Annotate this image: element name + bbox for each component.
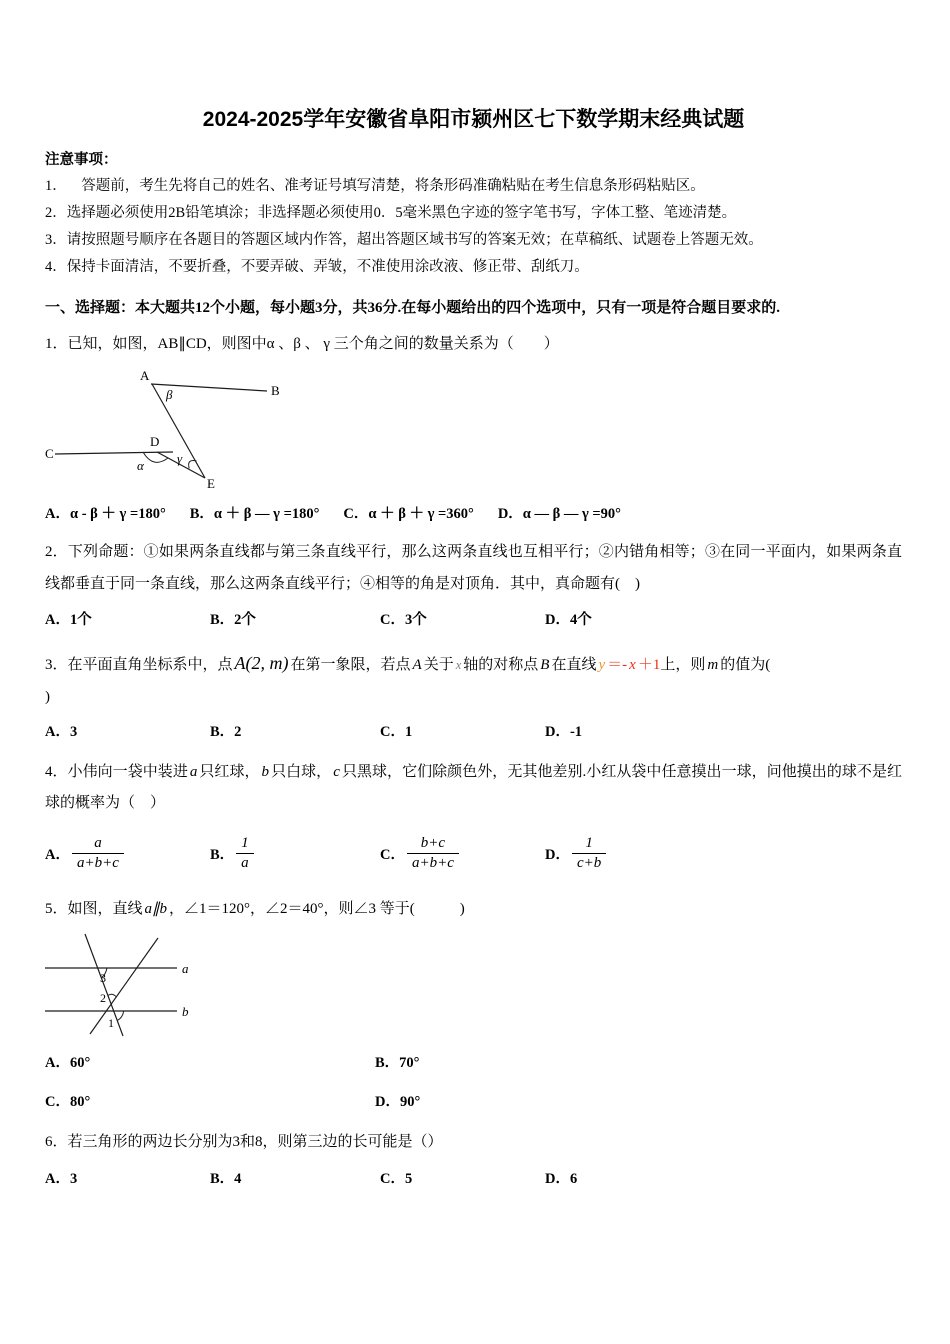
- fraction-numerator: 1: [585, 834, 593, 851]
- option-d: D．6: [545, 1170, 578, 1187]
- text-fragment: 3．在平面直角坐标系中，点: [45, 657, 233, 674]
- option-d: D．90°: [375, 1094, 421, 1111]
- option-b: B．α ＋ β — γ =180°: [189, 506, 320, 523]
- transversal-2: [90, 938, 158, 1034]
- figure-label-beta: β: [166, 387, 173, 403]
- question-5-options: [45, 1051, 902, 1111]
- note-item-2: 2．选择题必须使用2B铅笔填涂；非选择题必须使用0．5毫米黑色字迹的签字笔书写，字体工整、笔迹清楚。: [45, 204, 737, 221]
- question-4: [45, 757, 902, 874]
- notes-header: 注意事项：: [45, 152, 118, 168]
- option-a: A．60°: [45, 1055, 91, 1072]
- option-a: [45, 834, 210, 874]
- text-fragment: 在第一象限，若点: [290, 657, 411, 674]
- equation-tail: ＋1: [637, 657, 661, 674]
- equation-equals: ＝-: [607, 657, 628, 674]
- option-b: B．2个: [210, 612, 256, 629]
- fraction: [72, 834, 124, 874]
- option-c: C．α ＋ β ＋ γ =360°: [343, 506, 474, 523]
- question-3-text: [45, 645, 902, 683]
- option-a: A．1个: [45, 612, 92, 629]
- note-item-4: 4．保持卡面清洁，不要折叠，不要弄破、弄皱，不准使用涂改液、修正带、刮纸刀。: [45, 258, 589, 275]
- fraction-denominator: a+b+c: [72, 853, 124, 874]
- math-var-B: B: [540, 657, 550, 674]
- question-2-options: [45, 608, 902, 629]
- text-fragment: 4．小伟向一袋中装进: [45, 763, 188, 780]
- figure-label-angle3: 3: [100, 971, 106, 986]
- text-fragment: 轴的对称点: [463, 657, 539, 674]
- question-3-close-paren: ): [45, 689, 50, 706]
- angle-2-arc: [108, 994, 116, 996]
- figure-label-alpha: α: [137, 458, 144, 474]
- math-var-b: b: [261, 763, 270, 780]
- option-b: B．4: [210, 1170, 242, 1187]
- transversal-1: [85, 934, 123, 1036]
- figure-label-E: E: [207, 476, 215, 492]
- question-6: [45, 1127, 902, 1188]
- question-5-text: [45, 894, 902, 926]
- math-var-a: a: [189, 763, 198, 780]
- math-var-x: x: [455, 658, 462, 673]
- option-label: C．: [380, 847, 405, 864]
- option-label: A．: [45, 847, 70, 864]
- math-point-A: A(2, m): [234, 653, 289, 674]
- math-var-c: c: [333, 763, 340, 780]
- option-c: C．3个: [380, 612, 427, 629]
- text-fragment: 在直线: [551, 657, 597, 674]
- fraction: [572, 834, 606, 874]
- option-c: C．1: [380, 723, 413, 740]
- option-label: B．: [210, 847, 235, 864]
- question-1-text: 1．已知，如图，AB∥CD，则图中α 、β 、 γ 三个角之间的数量关系为（ ）: [45, 335, 559, 352]
- text-fragment: 关于: [423, 657, 454, 674]
- question-1-options: [45, 502, 902, 523]
- text-fragment: 只白球，: [271, 763, 332, 780]
- math-parallel-ab: a∥b: [144, 900, 168, 917]
- option-d: D．4个: [545, 612, 592, 629]
- figure-label-b: b: [182, 1004, 189, 1020]
- question-2: [45, 537, 902, 629]
- text-fragment: 只红球，: [199, 763, 260, 780]
- option-b: B．70°: [375, 1055, 420, 1072]
- fraction-denominator: a+b+c: [407, 853, 459, 874]
- fraction: [236, 834, 254, 874]
- figure-label-B: B: [271, 383, 280, 399]
- option-c: [380, 834, 545, 874]
- text-fragment: 只黑球，它们除颜色外，无其他差别.小红从袋中任意摸出一球，问他摸出的球不是红球的概率为（ ）: [45, 763, 902, 812]
- page-title: 2024-2025学年安徽省阜阳市颍州区七下数学期末经典试题: [202, 108, 745, 131]
- question-1-figure: [45, 366, 285, 494]
- option-a: A．α - β ＋ γ =180°: [45, 506, 166, 523]
- note-item-1: 1． 答题前，考生先将自己的姓名、准考证号填写清楚，将条形码准确粘贴在考生信息条形码粘贴区。: [45, 178, 705, 195]
- text-fragment: ，∠1＝120°，∠2＝40°，则∠3 等于( ): [169, 900, 465, 917]
- option-a: A．3: [45, 723, 78, 740]
- text-fragment: 的值为(: [720, 657, 771, 674]
- option-label: D．: [545, 847, 570, 864]
- option-d: D．α — β — γ =90°: [497, 506, 621, 523]
- option-b: B．2: [210, 723, 242, 740]
- figure-label-A: A: [140, 368, 150, 384]
- question-6-options: [45, 1167, 902, 1188]
- option-d: D．-1: [545, 723, 583, 740]
- figure-label-D: D: [150, 434, 160, 450]
- question-4-options: [45, 834, 902, 874]
- math-var-A: A: [412, 657, 422, 674]
- figure-label-a: a: [182, 961, 189, 977]
- figure-label-angle1: 1: [108, 1016, 114, 1031]
- fraction-denominator: a: [236, 853, 254, 874]
- equation-x: x: [629, 657, 636, 674]
- figure-label-C: C: [45, 446, 54, 462]
- question-3: [45, 645, 902, 740]
- option-c: C．5: [380, 1170, 413, 1187]
- figure-label-angle2: 2: [100, 991, 106, 1006]
- question-6-text: 6．若三角形的两边长分别为3和8，则第三边的长可能是（）: [45, 1134, 443, 1151]
- notes-section: [45, 147, 902, 280]
- question-5: [45, 894, 902, 1112]
- text-fragment: 上，则: [660, 657, 706, 674]
- math-var-m: m: [707, 657, 719, 674]
- option-b: [210, 834, 380, 874]
- angle-alpha-arc: [143, 452, 168, 462]
- question-4-text: [45, 757, 902, 820]
- fraction-denominator: c+b: [572, 853, 606, 874]
- fraction-numerator: b+c: [420, 834, 446, 851]
- text-fragment: 5．如图，直线: [45, 900, 143, 917]
- section-header: 一、选择题：本大题共12个小题，每小题3分，共36分.在每小题给出的四个选项中，只有一项是符合题目要求的.: [45, 300, 781, 317]
- note-item-3: 3．请按照题号顺序在各题目的答题区域内作答，超出答题区域书写的答案无效；在草稿纸、试题卷上答题无效。: [45, 231, 763, 248]
- question-5-figure: [45, 931, 200, 1041]
- fraction-numerator: a: [94, 834, 102, 851]
- line-CD: [55, 452, 173, 454]
- angle-1-arc: [117, 1011, 124, 1020]
- question-1: [45, 329, 902, 524]
- fraction: [407, 834, 459, 874]
- option-c: C．80°: [45, 1094, 91, 1111]
- option-d: [545, 834, 902, 874]
- question-2-text: 2．下列命题：①如果两条直线都与第三条直线平行，那么这两条直线也互相平行；②内错角相等；③在同一平面内，如果两条直线都垂直于同一条直线，那么这两条直线平行；④相等的角是对顶角．其中，真命题有( ): [45, 544, 902, 592]
- equation-y: y: [598, 657, 606, 674]
- fraction-numerator: 1: [241, 834, 249, 851]
- option-a: A．3: [45, 1170, 78, 1187]
- question-3-options: [45, 720, 902, 741]
- figure-label-gamma: γ: [177, 451, 183, 467]
